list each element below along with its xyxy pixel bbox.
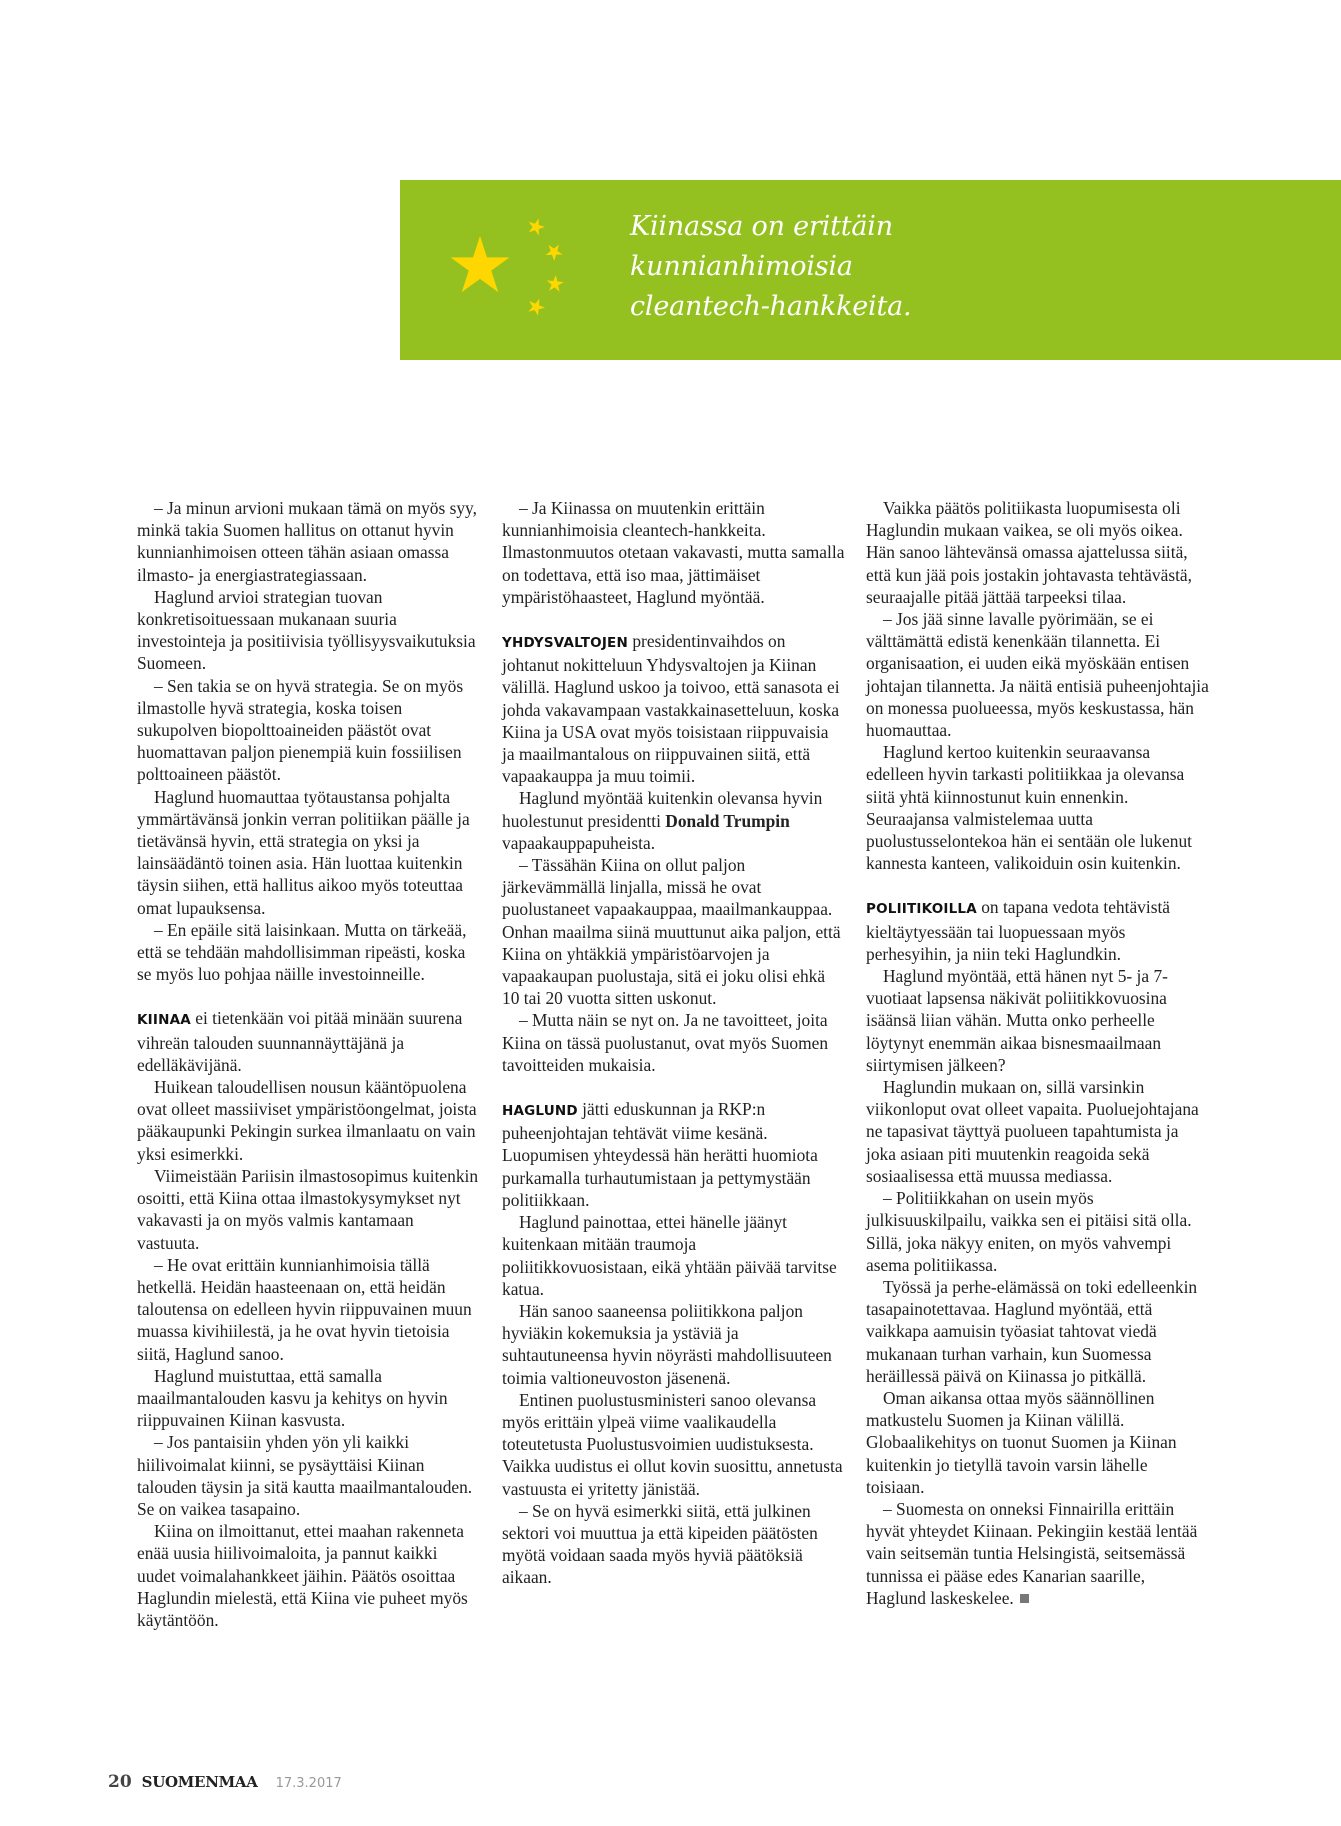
article-paragraph: – Tässähän Kiina on ollut paljon järkevämmällä linjalla, missä he ovat puolustaneet vapaakauppaa, maailmankauppaa. Onhan maailma siinä muuttunut aika paljon, että Kiina on yhtäkkiä ympäristöarvojen ja vapaakaupan puolustaja, sitä ei joku olisi ehkä 10 tai 20 vuotta sitten uskonut.	[502, 855, 841, 1009]
article-paragraph: Haglund kertoo kuitenkin seuraavansa edelleen hyvin tarkasti politiikkaa ja olevansa siitä yhtä kiinnostunut kuin ennenkin. Seuraajansa valmistelemaa uutta puolustusselontekoa hän ei sentään ole lukenut kannesta kanteen, valikoiduin osin kuitenkin.	[866, 742, 1192, 874]
article-column-2	[502, 497, 845, 1589]
article-paragraph: Työssä ja perhe-elämässä on toki edelleenkin tasapainotettavaa. Haglund myöntää, että vaikkapa aamuisin työasiat tahtovat viedä mukanaan turhan varhain, kun Suomessa heräillessä päivä on Kiinassa jo pitkällä.	[866, 1276, 1198, 1386]
big-star-icon	[451, 236, 510, 292]
article-paragraph: Kiina on ilmoittanut, ettei maahan rakenneta enää uusia hiilivoimaloita, ja pannut kaikki uudet voimalahankkeet jäihin. Päätös osoittaa Haglundin mielestä, että Kiina vie puheet myös käytäntöön.	[137, 1521, 468, 1630]
article-column-3	[866, 497, 1209, 1609]
article-paragraph: Entinen puolustusministeri sanoo olevansa myös erittäin ylpeä viime vaalikaudella toteutetusta Puolustusvoimien uudistuksesta. Vaikka uudistus ei ollut kovin suosittu, annetusta vastuusta ei yritetty jänistää.	[502, 1389, 843, 1499]
pullquote-text	[630, 207, 1190, 327]
article-paragraph: Haglund arvioi strategian tuovan konkretisoituessaan mukanaan suuria investointeja ja positiivisia työllisyysvaikutuksia Suomeen.	[137, 586, 476, 674]
article-paragraph: POLIITIKOILLA on tapana vedota tehtävistä kieltäytyessään tai luopuessaan myös perhesyihin, ja niin teki Haglundkin.	[866, 897, 1171, 964]
article-paragraph: – Mutta näin se nyt on. Ja ne tavoitteet, joita Kiina on tässä puolustanut, ovat myös Suomen tavoitteiden mukaisia.	[502, 1010, 829, 1075]
article-paragraph: Haglund huomauttaa työtaustansa pohjalta ymmärtävänsä jonkin verran politiikan päälle ja tietävänsä hyvin, että strategia on yksi ja lainsäädäntö toinen asia. Hän luottaa kuitenkin täysin siihen, että hallitus aikoo myös toteuttaa omat lupauksensa.	[137, 786, 470, 918]
pullquote-line: Kiinassa on erittäin	[630, 211, 893, 242]
pullquote-line: kunnianhimoisia	[630, 251, 853, 282]
end-of-article-mark	[1020, 1594, 1029, 1603]
publication-name: SUOMENMAA	[141, 1773, 258, 1791]
article-paragraph: – Jos jää sinne lavalle pyörimään, se ei välttämättä edistä kenenkään tilannetta. Ei organisaation, ei uuden eikä myöskään entisen johtajan tilannetta. Ja näitä entisiä puheenjohtajia on monessa puolueessa, myös keskustassa, hän huomauttaa.	[866, 609, 1209, 741]
article-paragraph: – He ovat erittäin kunnianhimoisia tällä hetkellä. Heidän haasteenaan on, että heidän taloutensa on edelleen hyvin riippuvainen muun muassa kivihiilestä, ja he ovat hyvin tietoisia siitä, Haglund sanoo.	[137, 1254, 472, 1364]
article-column-1	[137, 497, 480, 1631]
china-flag-stars-icon	[448, 215, 578, 325]
article-paragraph: – Suomesta on onneksi Finnairilla erittäin hyvät yhteydet Kiinaan. Pekingiin kestää lentää vain seitsemän tuntia Helsingistä, seitsemässä tunnissa ei pääse edes Kanarian saarille, Haglund laskeskelee.	[866, 1498, 1198, 1608]
article-paragraph: Haglund myöntää kuitenkin olevansa hyvin huolestunut presidentti Donald Trumpin vapaakauppapuheista.	[502, 788, 823, 853]
small-star-icon	[528, 299, 545, 316]
section-kicker: KIINAA	[137, 1012, 191, 1029]
article-paragraph: Huikean taloudellisen nousun kääntöpuolena ovat olleet massiiviset ympäristöongelmat, joista pääkaupunki Pekingin surkea ilmanlaatu on vain yksi esimerkki.	[137, 1077, 477, 1164]
article-paragraph: HAGLUND jätti eduskunnan ja RKP:n puheenjohtajan tehtävät viime kesänä. Luopumisen yhteydessä hän herätti huomiota purkamalla turhautumistaan ja pettymystään politiikkaan.	[502, 1099, 818, 1210]
article-paragraph: Haglund myöntää, että hänen nyt 5- ja 7-vuotiaat lapsensa näkivät poliitikkovuosina isäänsä liian vähän. Mutta onko perheelle löytynyt enemmän aikaa bisnesmaailmaan siirtymisen jälkeen?	[866, 966, 1168, 1075]
page-number: 20	[108, 1772, 132, 1792]
section-kicker: HAGLUND	[502, 1103, 578, 1120]
article-paragraph: YHDYSVALTOJEN presidentinvaihdos on johtanut nokitteluun Yhdysvaltojen ja Kiinan välillä. Haglund uskoo ja toivoo, että sanasota ei johda vakavampaan vastakkainasetteluun, koska Kiina ja USA ovat myös toisistaan riippuvaisia ja maailmantalous on riippuvainen siitä, että vapaakauppa ja muu toimii.	[502, 631, 840, 787]
bold-name: Donald Trumpin	[665, 810, 790, 831]
article-paragraph: Viimeistään Pariisin ilmastosopimus kuitenkin osoitti, että Kiina ottaa ilmastokysymykset nyt vakavasti ja on myös valmis kantamaan vastuuta.	[137, 1165, 479, 1253]
section-kicker: YHDYSVALTOJEN	[502, 635, 628, 652]
article-paragraph: – Ja Kiinassa on muutenkin erittäin kunnianhimoisia cleantech-hankkeita. Ilmastonmuutos otetaan vakavasti, mutta samalla on todettava, että iso maa, jättimäiset ympäristöhaasteet, Haglund myöntää.	[502, 498, 845, 607]
article-paragraph: Haglund painottaa, ettei hänelle jäänyt kuitenkaan mitään traumoja poliitikkovuosistaan, eikä yhtään päivää tarvitse katua.	[502, 1212, 837, 1299]
article-paragraph: – Se on hyvä esimerkki siitä, että julkinen sektori voi muuttua ja että kipeiden päätösten myötä voidaan saada myös hyviä päätöksiä aikaan.	[502, 1500, 818, 1588]
article-paragraph: KIINAA ei tietenkään voi pitää minään suurena vihreän talouden suunnannäyttäjänä ja edelläkävijänä.	[137, 1008, 463, 1075]
article-paragraph: – Sen takia se on hyvä strategia. Se on myös ilmastolle hyvä strategia, koska toisen sukupolven biopolttoaineiden päästöt ovat huomattavan paljon pienempiä kuin fossiilisen polttoaineen päästöt.	[137, 675, 464, 785]
small-star-icon	[546, 245, 563, 261]
article-paragraph: – Politiikkahan on usein myös julkisuuskilpailu, vaikka sen ei pitäisi sitä olla. Sillä, joka näkyy eniten, on myös vahvempi asema politiikassa.	[866, 1188, 1192, 1275]
issue-date: 17.3.2017	[275, 1776, 342, 1791]
article-paragraph: – Ja minun arvioni mukaan tämä on myös syy, minkä takia Suomen hallitus on ottanut hyvin kunnianhimoisen otteen tähän asiaan omassa ilmasto- ja energiastrategiassaan.	[137, 498, 477, 585]
article-paragraph: Oman aikansa ottaa myös säännöllinen matkustelu Suomen ja Kiinan välillä. Globaalikehitys on tuonut Suomen ja Kiinan kuitenkin jo tietyllä tavoin varsin lähelle toisiaan.	[866, 1387, 1177, 1497]
article-paragraph: Haglund muistuttaa, että samalla maailmantalouden kasvu ja kehitys on hyvin riippuvainen Kiinan kasvusta.	[137, 1365, 448, 1431]
section-kicker: POLIITIKOILLA	[866, 901, 977, 918]
article-paragraph: Hän sanoo saaneensa poliitikkona paljon hyviäkin kokemuksia ja ystäviä ja suhtautuneensa hyvin nöyrästi mahdollisuuteen toimia valtioneuvoston jäsenenä.	[502, 1300, 832, 1388]
small-star-icon	[547, 275, 564, 292]
pullquote-line: cleantech-hankkeita.	[630, 291, 912, 322]
small-star-icon	[529, 218, 545, 235]
page-footer	[108, 1772, 342, 1796]
article-paragraph: Haglundin mukaan on, sillä varsinkin viikonloput ovat olleet vapaita. Puoluejohtajana ne tapasivat täyttyä puolueen tapahtumista ja joka asiaan piti muutenkin reagoida sekä sosiaalisessa että muussa mediassa.	[866, 1077, 1199, 1186]
article-paragraph: Vaikka päätös politiikasta luopumisesta oli Haglundin mukaan vaikea, se oli myös oikea. Hän sanoo lähtevänsä omassa ajattelussa siitä, että kun jää pois jostakin johtavasta tehtävästä, seuraajalle pitää jättää tarpeeksi tilaa.	[866, 498, 1192, 607]
article-paragraph: – Jos pantaisiin yhden yön yli kaikki hiilivoimalat kiinni, se pysäyttäisi Kiinan talouden täysin ja sitä kautta maailmantalouden. Se on vaikea tasapaino.	[137, 1432, 473, 1519]
article-paragraph: – En epäile sitä laisinkaan. Mutta on tärkeää, että se tehdään mahdollisimman ripeästi, koska se myös luo pohjaa näille investoinneille.	[137, 919, 467, 985]
